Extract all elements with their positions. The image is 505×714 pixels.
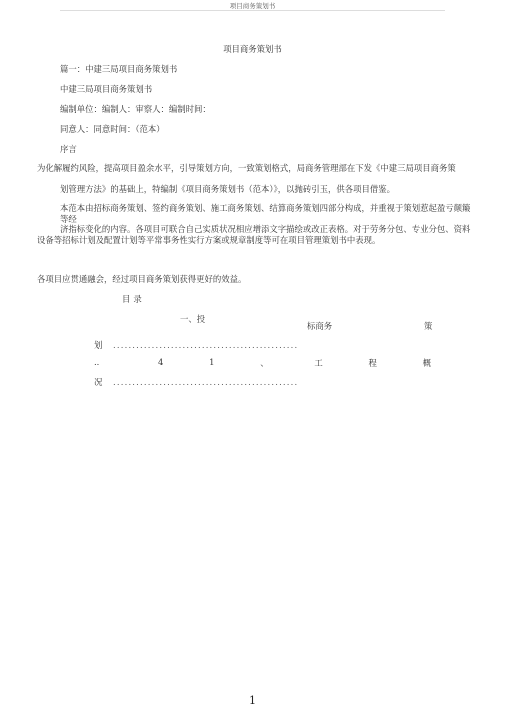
toc-dots-2: ................................................ (113, 377, 299, 387)
page-number: 1 (249, 694, 256, 707)
header-divider (60, 10, 445, 11)
text-line-4: 同意人：同意时间：（范本） (60, 124, 165, 134)
toc-item2-token: 程 (368, 358, 377, 368)
toc-item2-token: 概 (422, 358, 431, 368)
toc-heading: 目录 (122, 294, 145, 304)
paragraph-2: 划管理方法》的基础上，特编制《项目商务策划书（范本）》，以抛砖引玉，供各项目借鉴。 (60, 184, 395, 194)
toc-item2-token: 4 (158, 357, 164, 367)
toc-item2-row (158, 357, 431, 369)
toc-dots-1: ................................................ (113, 340, 299, 350)
paragraph-4: 济指标变化的内容。各项目可联合自己实质状况相应增添文字描绘或改正表格。对于劳务分包、专业分包、资料设备等招标计划及配置计划等平常事务性实行方案或规章制度等可在项目管理策划书中表现。 (37, 224, 471, 245)
toc-item2-last: 况 (94, 377, 103, 387)
toc-item2-token: 、 (260, 358, 269, 368)
toc-item2-prefix: .. (94, 357, 100, 367)
text-line-2: 中建三局项目商务策划书 (60, 84, 153, 94)
toc-item1-part3: 策 (424, 321, 433, 331)
toc-item1-part4: 划 (94, 340, 103, 350)
paragraph-1: 为化解履约风险，提高项目盈余水平，引导策划方向，一致策划格式，局商务管理部在下发《中建三局项目商务策 (37, 163, 456, 173)
text-line-3: 编制单位：编制人：审察人：编制时间： (60, 104, 211, 114)
paragraph-5: 各项目应贯通融会，经过项目商务策划获得更好的效益。 (37, 274, 247, 284)
running-header: 项目商务策划书 (229, 2, 276, 10)
paragraph-3: 本范本由招标商务策划、签约商务策划、施工商务策划、结算商务策划四部分构成，并重视于策划惹起盈亏颠簸等经 (60, 203, 471, 224)
document-title: 项目商务策划书 (223, 44, 282, 54)
toc-item2-token: 1 (209, 357, 215, 367)
text-line-1: 篇一：中建三局项目商务策划书 (60, 64, 178, 74)
text-line-preface: 序言 (60, 144, 77, 154)
toc-item1-part1: 一、投 (180, 314, 206, 324)
toc-item2-token: 工 (314, 358, 323, 368)
toc-item1-part2: 标商务 (307, 321, 333, 331)
